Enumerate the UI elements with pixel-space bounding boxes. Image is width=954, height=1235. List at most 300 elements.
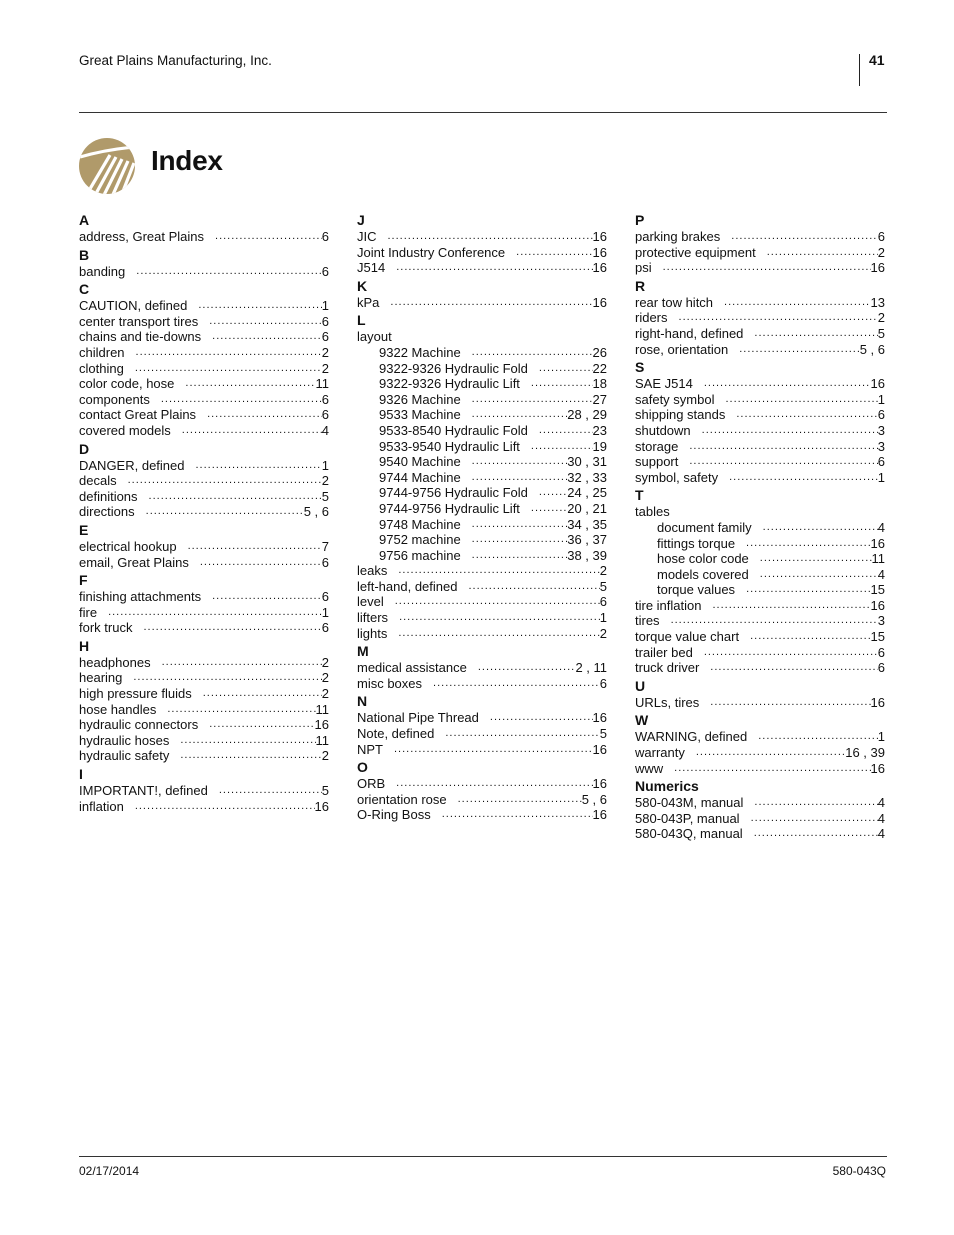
index-term: ORB (357, 776, 386, 792)
dot-leader (712, 598, 870, 614)
index-entry (635, 826, 885, 842)
index-term: children (79, 344, 125, 360)
index-subentry (635, 536, 885, 552)
index-page-ref: 20 , 21 (567, 500, 607, 516)
index-page-ref: 16 (592, 807, 607, 823)
index-page-ref: 1 (877, 729, 885, 745)
index-entry (79, 473, 329, 489)
index-term: hose color code (657, 551, 749, 567)
dot-leader (162, 655, 322, 671)
index-entry (357, 710, 607, 726)
dot-leader (710, 695, 870, 711)
dot-leader (398, 626, 599, 642)
index-entry (357, 594, 607, 610)
index-column-1 (79, 210, 329, 814)
index-page-ref: 11 (315, 376, 329, 392)
index-term: 9540 Machine (379, 454, 461, 470)
dot-leader (754, 795, 877, 811)
index-entry (635, 613, 885, 629)
index-page-ref: 4 (321, 422, 329, 438)
dot-leader (149, 489, 322, 505)
index-page-ref: 3 (877, 438, 885, 454)
index-entry (357, 610, 607, 626)
index-entry (79, 702, 329, 718)
index-page-ref: 4 (877, 826, 885, 842)
index-term: 9326 Machine (379, 391, 461, 407)
index-section-letter: U (635, 677, 646, 694)
index-term: email, Great Plains (79, 554, 189, 570)
index-page-ref: 38 , 39 (567, 547, 607, 563)
index-entry (79, 407, 329, 423)
index-page-ref: 4 (877, 566, 885, 582)
index-term: protective equipment (635, 244, 756, 260)
index-entry (79, 392, 329, 408)
index-term: hearing (79, 670, 123, 686)
index-entry (635, 310, 885, 326)
index-entry (79, 748, 329, 764)
index-term: clothing (79, 360, 124, 376)
dot-leader (128, 473, 322, 489)
index-page-ref: 26 (592, 344, 607, 360)
index-term: fittings torque (657, 535, 736, 551)
dot-leader (689, 454, 877, 470)
index-page-ref: 24 , 25 (567, 485, 607, 501)
dot-leader (135, 361, 322, 377)
dot-leader (458, 792, 582, 808)
index-term: fire (79, 604, 98, 620)
index-term: 9533 Machine (379, 407, 461, 423)
index-section-letter: H (79, 637, 90, 654)
index-page-ref: 5 , 6 (581, 791, 607, 807)
dot-leader (758, 729, 878, 745)
index-entry (357, 245, 607, 261)
dot-leader (746, 536, 870, 552)
index-entry (635, 598, 885, 614)
index-entry (635, 729, 885, 745)
index-section-letter: N (357, 693, 368, 710)
index-page-ref: 6 (321, 329, 329, 345)
dot-leader (696, 745, 845, 761)
dot-leader (725, 392, 877, 408)
index-entry (635, 439, 885, 455)
index-section-letter: E (79, 521, 89, 538)
index-term: rear tow hitch (635, 294, 714, 310)
index-term: hydraulic hoses (79, 732, 170, 748)
index-page-ref: 16 (870, 535, 885, 551)
index-term: symbol, safety (635, 469, 719, 485)
index-page-ref: 6 (877, 644, 885, 660)
index-page-ref: 11 (315, 701, 329, 717)
index-subentry (357, 392, 607, 408)
index-term: 580-043P, manual (635, 810, 740, 826)
index-page-ref: 16 (870, 597, 885, 613)
dot-leader (754, 326, 877, 342)
index-entry (79, 504, 329, 520)
index-subentry (635, 567, 885, 583)
index-section-letter: J (357, 212, 365, 228)
index-entry (357, 626, 607, 642)
page-title: Index (151, 145, 223, 176)
index-page-ref: 16 (592, 244, 607, 260)
index-entry (357, 329, 607, 345)
dot-leader (442, 807, 593, 823)
index-term: WARNING, defined (635, 729, 748, 745)
index-page-ref: 2 (321, 344, 329, 360)
index-term: 9748 Machine (379, 516, 461, 532)
index-entry (357, 742, 607, 758)
index-entry (357, 260, 607, 276)
dot-leader (674, 761, 870, 777)
index-subentry (357, 454, 607, 470)
dot-leader (516, 245, 592, 261)
dot-leader (704, 645, 878, 661)
dot-leader (136, 264, 321, 280)
index-section-letter: W (635, 712, 649, 729)
index-page-ref: 23 (592, 422, 607, 438)
footer-rule (79, 1156, 887, 1157)
index-page-ref: 16 (870, 376, 885, 392)
index-page-ref: 32 , 33 (567, 469, 607, 485)
index-entry (79, 314, 329, 330)
index-page-ref: 5 , 6 (859, 341, 885, 357)
index-page-ref: 6 (877, 229, 885, 244)
index-entry (79, 458, 329, 474)
index-entry (79, 329, 329, 345)
great-plains-logo-icon (78, 137, 136, 195)
index-entry (79, 670, 329, 686)
index-section-letter: F (79, 572, 88, 589)
index-entry (357, 563, 607, 579)
dot-leader (394, 742, 593, 758)
index-page-ref: 1 (321, 298, 329, 314)
dot-leader (710, 660, 877, 676)
dot-leader (185, 376, 315, 392)
index-page-ref: 2 (321, 748, 329, 764)
index-term: right-hand, defined (635, 325, 744, 341)
index-page-ref: 11 (871, 551, 885, 567)
index-page-ref: 7 (321, 538, 329, 554)
dot-leader (182, 423, 322, 439)
index-entry (79, 264, 329, 280)
index-term: contact Great Plains (79, 407, 197, 423)
header-rule (79, 112, 887, 113)
dot-leader (212, 329, 322, 345)
index-page-ref: 6 (321, 391, 329, 407)
index-entry (635, 295, 885, 311)
index-entry (79, 298, 329, 314)
dot-leader (203, 686, 322, 702)
dot-leader (539, 485, 567, 501)
index-entry (635, 811, 885, 827)
index-subentry (357, 485, 607, 501)
dot-leader (209, 314, 322, 330)
index-term: banding (79, 263, 126, 279)
index-entry (79, 733, 329, 749)
index-entry (79, 605, 329, 621)
index-term: lifters (357, 610, 389, 626)
index-subentry (635, 582, 885, 598)
index-term: definitions (79, 488, 138, 504)
index-section-letter: P (635, 212, 645, 228)
index-entry (357, 229, 607, 245)
index-term: shipping stands (635, 407, 726, 423)
index-term: parking brakes (635, 229, 721, 244)
dot-leader (472, 470, 568, 486)
index-term: kPa (357, 294, 380, 310)
index-page-ref: 28 , 29 (567, 407, 607, 423)
footer-doc-number: 580-043Q (832, 1164, 886, 1178)
index-entry (635, 229, 885, 245)
index-entry (635, 392, 885, 408)
dot-leader (395, 594, 600, 610)
index-page-ref: 6 (321, 620, 329, 636)
dot-leader (135, 799, 315, 815)
index-entry (79, 799, 329, 815)
index-term: address, Great Plains (79, 229, 205, 244)
header-company-name: Great Plains Manufacturing, Inc. (79, 53, 272, 68)
dot-leader (215, 229, 322, 245)
dot-leader (472, 407, 568, 423)
index-page-ref: 19 (592, 438, 607, 454)
index-page-ref: 6 (877, 454, 885, 470)
index-term: truck driver (635, 660, 700, 676)
dot-leader (445, 726, 599, 742)
dot-leader (167, 702, 315, 718)
index-term: NPT (357, 741, 383, 757)
index-page-ref: 16 (592, 710, 607, 726)
index-section-letter: Numerics (635, 778, 699, 795)
header-page-number: 41 (869, 52, 885, 68)
dot-leader (671, 613, 878, 629)
index-entry (635, 504, 885, 520)
dot-leader (754, 826, 878, 842)
index-term: components (79, 391, 150, 407)
dot-leader (396, 776, 592, 792)
index-term: DANGER, defined (79, 457, 185, 473)
index-page-ref: 6 (321, 407, 329, 423)
dot-leader (143, 620, 321, 636)
index-page-ref: 5 , 6 (303, 504, 329, 520)
dot-leader (539, 361, 593, 377)
index-page-ref: 4 (877, 519, 885, 535)
index-term: misc boxes (357, 675, 423, 691)
index-term: level (357, 594, 384, 610)
footer-date: 02/17/2014 (79, 1164, 140, 1178)
dot-leader (746, 582, 870, 598)
index-page-ref: 6 (877, 407, 885, 423)
index-page-ref: 11 (315, 732, 329, 748)
index-section-letter: S (635, 359, 645, 376)
dot-leader (478, 660, 576, 676)
index-term: 9756 machine (379, 547, 461, 563)
index-page-ref: 2 (321, 654, 329, 670)
index-page-ref: 1 (877, 469, 885, 485)
index-entry (635, 423, 885, 439)
index-term: 9744 Machine (379, 469, 461, 485)
index-entry (357, 807, 607, 823)
index-term: torque values (657, 582, 736, 598)
dot-leader (398, 563, 599, 579)
index-term: headphones (79, 654, 151, 670)
index-term: torque value chart (635, 629, 740, 645)
dot-leader (468, 579, 599, 595)
index-term: leaks (357, 563, 388, 579)
index-term: Joint Industry Conference (357, 244, 506, 260)
index-entry (635, 695, 885, 711)
index-section-letter: D (79, 440, 90, 457)
header-divider (859, 54, 860, 86)
index-subentry (635, 520, 885, 536)
index-page-ref: 16 (314, 717, 329, 733)
index-section-letter: L (357, 312, 366, 329)
index-page-ref: 3 (877, 613, 885, 629)
dot-leader (196, 458, 322, 474)
index-term: JIC (357, 229, 377, 244)
index-page-ref: 16 (592, 229, 607, 244)
index-term: warranty (635, 745, 685, 761)
dot-leader (739, 342, 859, 358)
index-page-ref: 16 (592, 294, 607, 310)
index-entry (635, 660, 885, 676)
index-page-ref: 30 , 31 (567, 454, 607, 470)
index-page-ref: 15 (870, 629, 885, 645)
index-page-ref: 5 (321, 488, 329, 504)
dot-leader (750, 629, 870, 645)
index-page-ref: 6 (321, 313, 329, 329)
dot-leader (198, 298, 321, 314)
index-entry (635, 795, 885, 811)
index-page-ref: 36 , 37 (567, 532, 607, 548)
index-term: orientation rose (357, 791, 447, 807)
index-section-letter: O (357, 759, 368, 776)
index-page-ref: 5 (877, 325, 885, 341)
index-subentry (357, 361, 607, 377)
index-term: 9533-8540 Hydraulic Fold (379, 422, 528, 438)
index-term: www (635, 760, 664, 776)
index-page-ref: 2 (877, 310, 885, 326)
index-entry (357, 676, 607, 692)
index-term: 9322-9326 Hydraulic Lift (379, 376, 520, 392)
index-entry (635, 745, 885, 761)
index-subentry (357, 532, 607, 548)
index-entry (635, 407, 885, 423)
index-page-ref: 6 (321, 554, 329, 570)
index-entry (357, 579, 607, 595)
index-term: directions (79, 504, 135, 520)
index-term: left-hand, defined (357, 578, 458, 594)
index-entry (357, 726, 607, 742)
index-subentry (357, 501, 607, 517)
dot-leader (729, 470, 878, 486)
dot-leader (760, 567, 878, 583)
index-term: 580-043M, manual (635, 795, 744, 811)
index-page-ref: 18 (592, 376, 607, 392)
index-term: color code, hose (79, 376, 175, 392)
index-page-ref: 4 (877, 810, 885, 826)
index-term: inflation (79, 798, 124, 814)
index-page-ref: 6 (321, 229, 329, 244)
dot-leader (731, 229, 877, 245)
index-entry (79, 229, 329, 245)
dot-leader (396, 260, 592, 276)
index-term: 9322 Machine (379, 344, 461, 360)
index-entry (79, 717, 329, 733)
index-entry (79, 589, 329, 605)
dot-leader (146, 504, 304, 520)
index-term: Note, defined (357, 726, 435, 742)
index-term: 9322-9326 Hydraulic Fold (379, 360, 528, 376)
index-page-ref: 4 (877, 795, 885, 811)
index-entry (357, 792, 607, 808)
index-entry (79, 489, 329, 505)
index-entry (635, 376, 885, 392)
index-term: psi (635, 260, 652, 276)
index-term: 9752 machine (379, 532, 461, 548)
dot-leader (433, 676, 600, 692)
index-entry (357, 295, 607, 311)
index-term: hydraulic connectors (79, 717, 199, 733)
dot-leader (188, 539, 322, 555)
dot-leader (472, 454, 568, 470)
dot-leader (133, 670, 321, 686)
dot-leader (663, 260, 871, 276)
index-section-letter: R (635, 277, 646, 294)
index-page-ref: 13 (870, 294, 885, 310)
index-page-ref: 15 (870, 582, 885, 598)
index-page-ref: 3 (877, 422, 885, 438)
index-term: J514 (357, 260, 386, 276)
dot-leader (390, 295, 592, 311)
dot-leader (736, 407, 877, 423)
index-entry (635, 260, 885, 276)
index-term: safety symbol (635, 391, 715, 407)
dot-leader (209, 717, 314, 733)
index-page-ref: 5 (321, 783, 329, 799)
dot-leader (108, 605, 322, 621)
index-term: document family (657, 519, 752, 535)
index-entry (635, 629, 885, 645)
index-page-ref: 27 (592, 391, 607, 407)
index-page-ref: 6 (321, 263, 329, 279)
index-term: chains and tie-downs (79, 329, 202, 345)
index-page-ref: 16 (870, 694, 885, 710)
index-subentry (357, 517, 607, 533)
index-page-ref: 16 (592, 741, 607, 757)
index-entry (635, 245, 885, 261)
index-term: models covered (657, 566, 749, 582)
dot-leader (689, 439, 877, 455)
dot-leader (180, 733, 315, 749)
index-term: 9744-9756 Hydraulic Lift (379, 500, 520, 516)
index-page-ref: 2 (599, 563, 607, 579)
dot-leader (531, 439, 593, 455)
index-entry (635, 454, 885, 470)
index-term: hydraulic safety (79, 748, 170, 764)
index-term: trailer bed (635, 644, 693, 660)
index-page-ref: 22 (592, 360, 607, 376)
index-term: high pressure fluids (79, 686, 192, 702)
index-term: shutdown (635, 422, 691, 438)
index-page-ref: 6 (321, 589, 329, 605)
index-term: National Pipe Thread (357, 710, 479, 726)
index-subentry (357, 439, 607, 455)
index-term: 9533-9540 Hydraulic Lift (379, 438, 520, 454)
index-page-ref: 2 (877, 244, 885, 260)
dot-leader (200, 555, 322, 571)
index-subentry (357, 423, 607, 439)
index-subentry (357, 548, 607, 564)
index-term: riders (635, 310, 668, 326)
